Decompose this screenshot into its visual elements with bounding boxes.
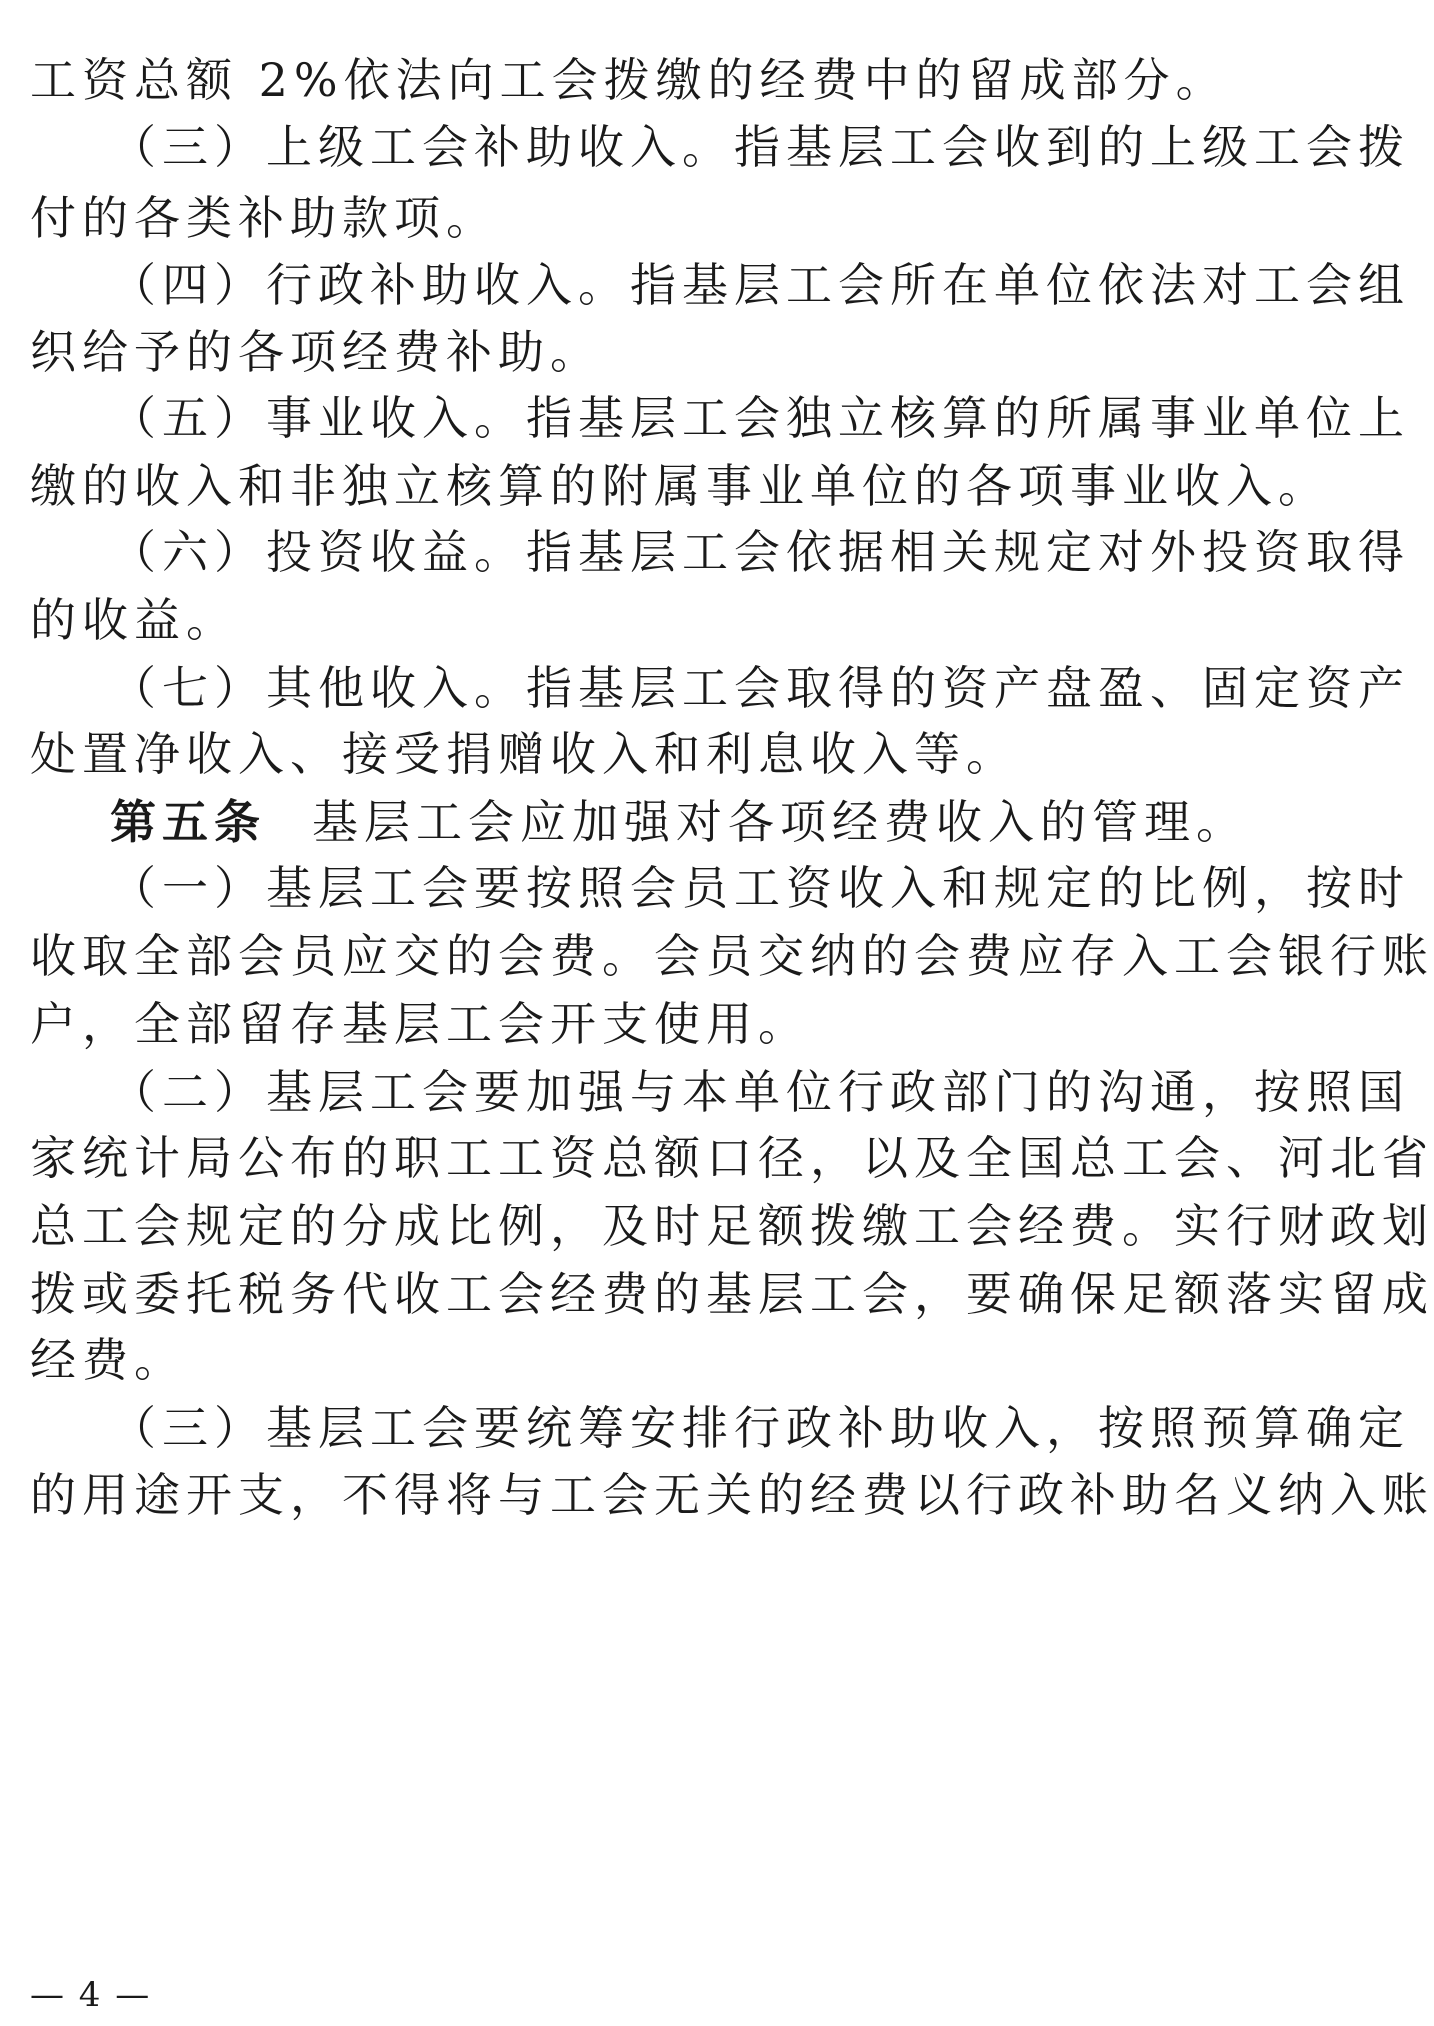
paragraph-line: 经费。 [30,1333,186,1387]
paragraph-line: （三）基层工会要统筹安排行政补助收入，按照预算确定 [110,1401,1410,1455]
paragraph-line: 拨或委托税务代收工会经费的基层工会，要确保足额落实留成 [30,1267,1434,1321]
paragraph-line: （二）基层工会要加强与本单位行政部门的沟通，按照国 [110,1065,1410,1119]
article-text: 基层工会应加强对各项经费收入的管理。 [312,795,1248,849]
paragraph-line: 处置净收入、接受捐赠收入和利息收入等。 [30,727,1018,781]
paragraph-line: 付的各类补助款项。 [30,191,498,245]
page-number: — 4 — [30,1975,152,2015]
article-line [110,792,1310,852]
paragraph-line: （四）行政补助收入。指基层工会所在单位依法对工会组 [110,258,1410,312]
article-heading: 第五条 [110,795,266,849]
paragraph-line: （一）基层工会要按照会员工资收入和规定的比例，按时 [110,861,1410,915]
paragraph-line: （三）上级工会补助收入。指基层工会收到的上级工会拨 [110,120,1410,174]
paragraph-line: （六）投资收益。指基层工会依据相关规定对外投资取得 [110,525,1410,579]
paragraph-line: 家统计局公布的职工工资总额口径，以及全国总工会、河北省 [30,1131,1434,1185]
paragraph-line: 的用途开支，不得将与工会无关的经费以行政补助名义纳入账 [30,1468,1434,1522]
paragraph-line: 的收益。 [30,593,238,647]
paragraph-line: 缴的收入和非独立核算的附属事业单位的各项事业收入。 [30,459,1330,513]
paragraph-line: 户，全部留存基层工会开支使用。 [30,997,810,1051]
paragraph-line: 收取全部会员应交的会费。会员交纳的会费应存入工会银行账 [30,929,1434,983]
paragraph-line: （五）事业收入。指基层工会独立核算的所属事业单位上 [110,391,1410,445]
paragraph-line: 工资总额 2%依法向工会拨缴的经费中的留成部分。 [30,53,1228,107]
paragraph-line: 总工会规定的分成比例，及时足额拨缴工会经费。实行财政划 [30,1199,1434,1253]
paragraph-line: 织给予的各项经费补助。 [30,325,602,379]
paragraph-line: （七）其他收入。指基层工会取得的资产盘盈、固定资产 [110,661,1410,715]
